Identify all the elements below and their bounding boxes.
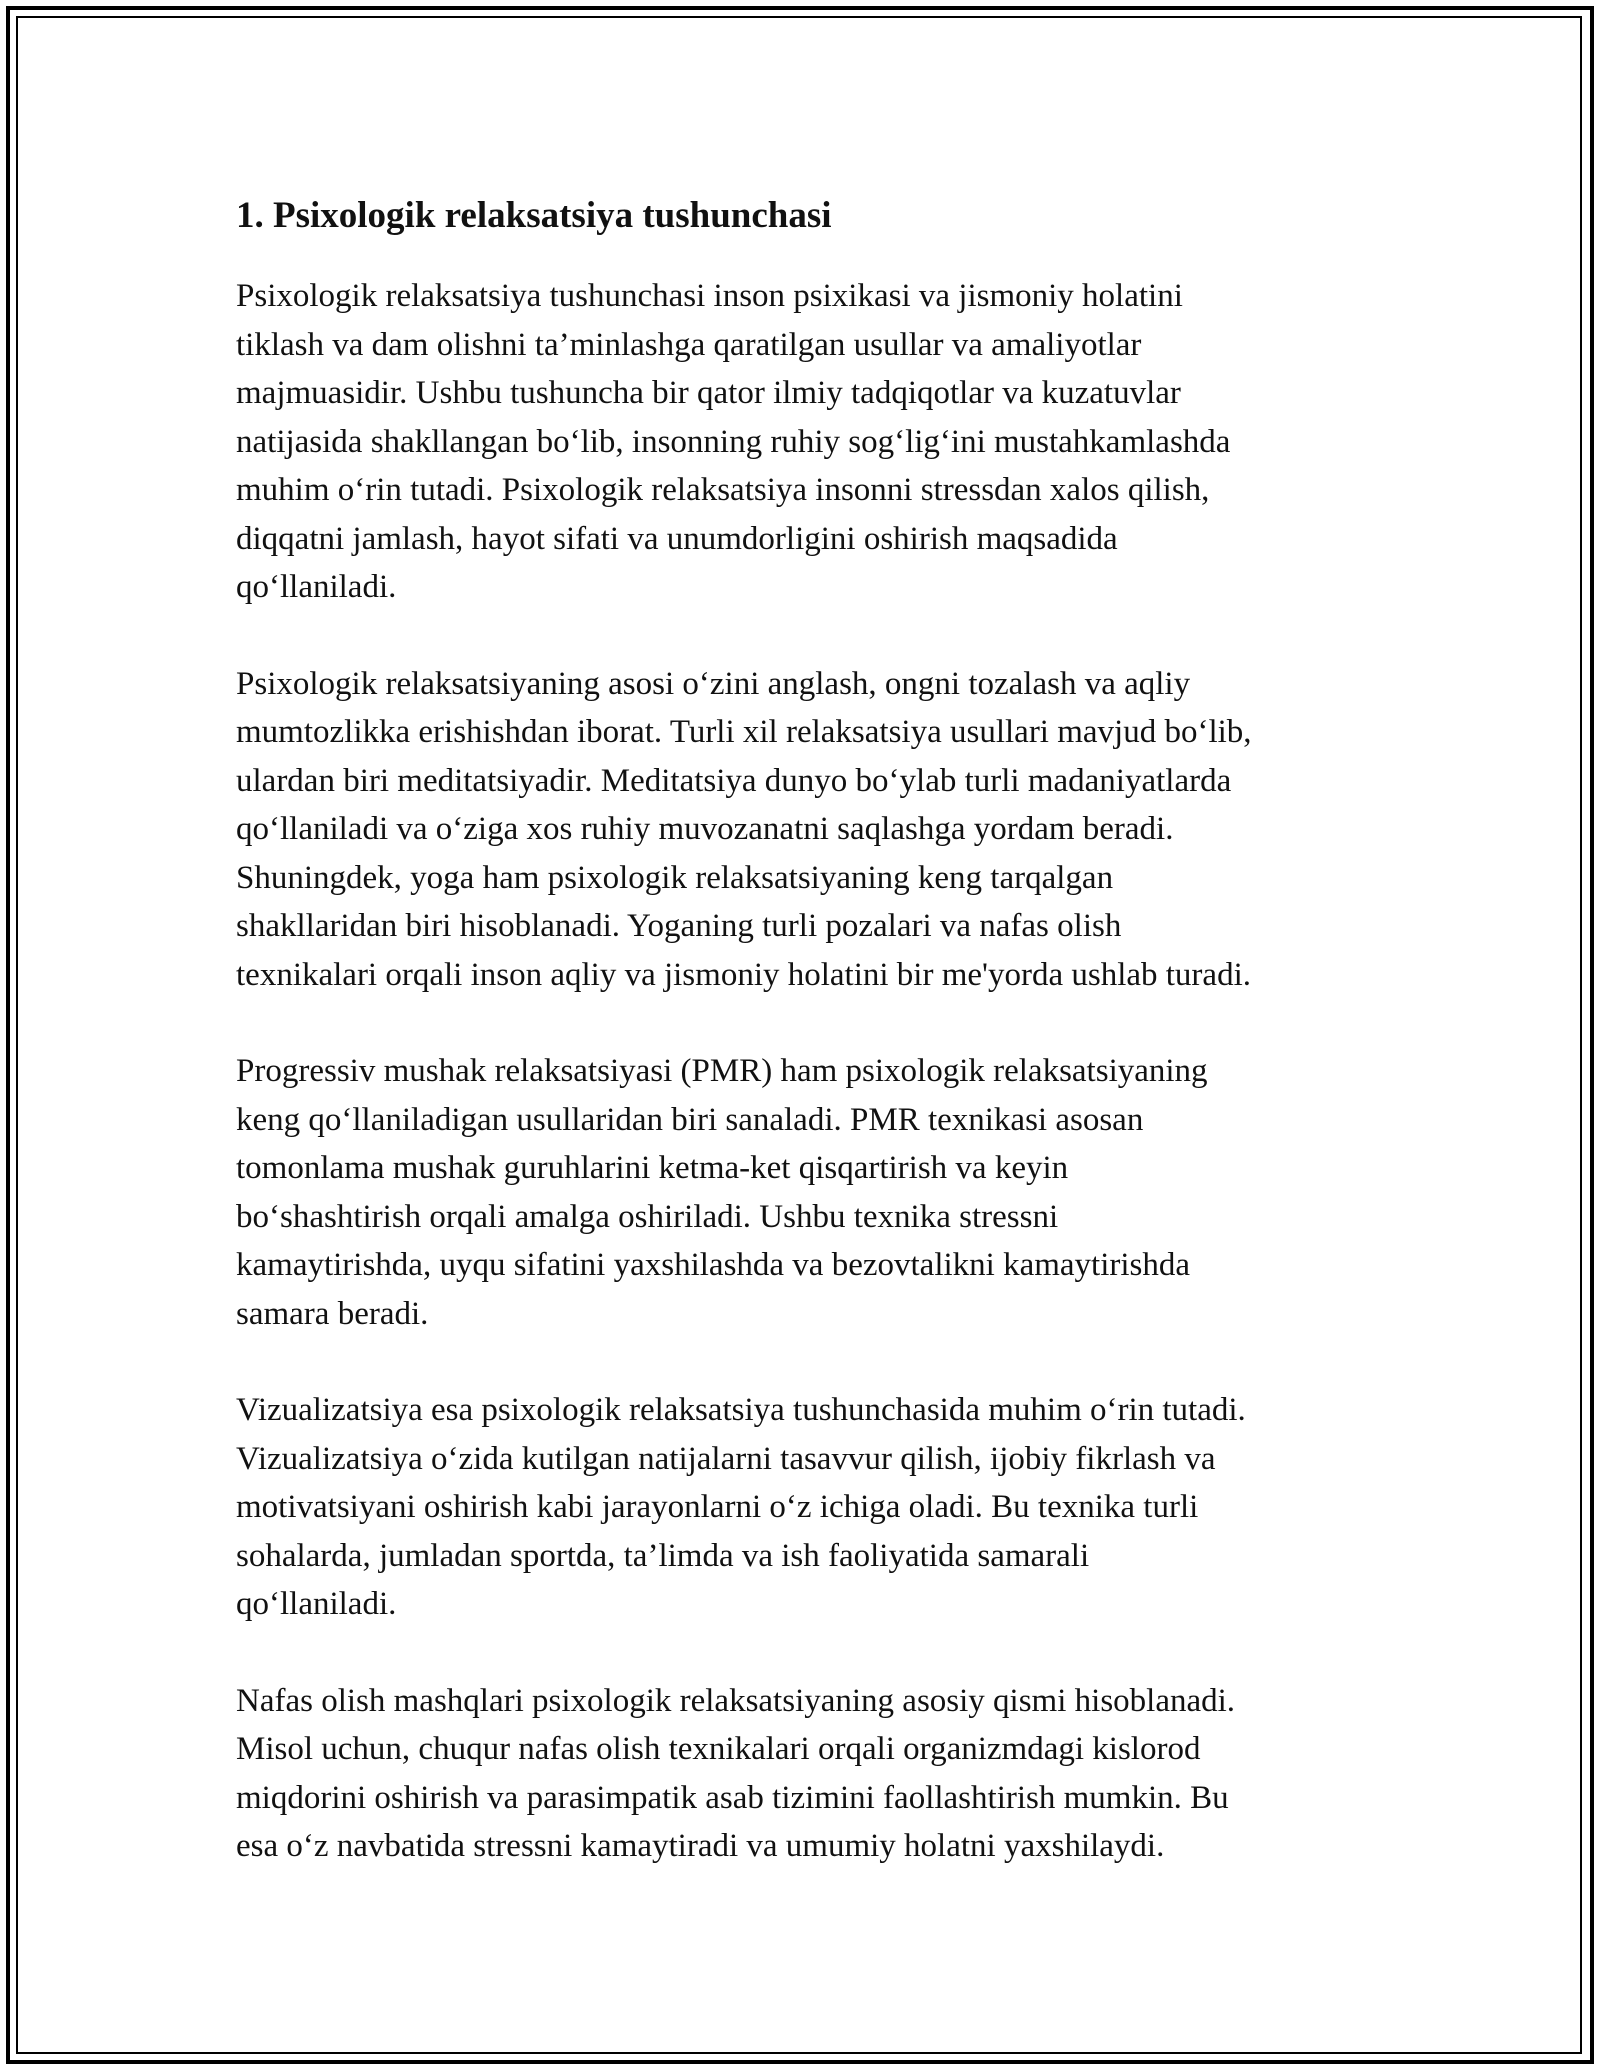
text-line: Vizualizatsiya esa psixologik relaksatsiya tushunchasida muhim o‘rin tutadi. <box>236 1392 1246 1428</box>
text-line: kamaytirishda, uyqu sifatini yaxshilashda va bezovtalikni kamaytirishda <box>236 1247 1191 1283</box>
paragraph-4 <box>236 1386 1386 1629</box>
text-line: muhim o‘rin tutadi. Psixologik relaksatsiya insonni stressdan xalos qilish, <box>236 472 1210 508</box>
section-heading: 1. Psixologik relaksatsiya tushunchasi <box>236 195 832 236</box>
text-line: bo‘shashtirish orqali amalga oshiriladi. Ushbu texnika stressni <box>236 1198 1059 1235</box>
text-line: ulardan biri meditatsiyadir. Meditatsiya dunyo bo‘ylab turli madaniyatlarda <box>236 762 1232 799</box>
paragraph-5 <box>236 1677 1386 1871</box>
text-line: keng qo‘llaniladigan usullaridan biri sanaladi. PMR texnikasi asosan <box>236 1101 1144 1138</box>
text-line: Progressiv mushak relaksatsiyasi (PMR) ham psixologik relaksatsiyaning <box>236 1053 1208 1089</box>
text-line: sohalarda, jumladan sportda, ta’limda va ish faoliyatida samarali <box>236 1537 1090 1574</box>
text-line: Psixologik relaksatsiya tushunchasi inson psixikasi va jismoniy holatini <box>236 278 1183 314</box>
text-line: qo‘llaniladi. <box>236 569 397 605</box>
text-line: tiklash va dam olishni ta’minlashga qaratilgan usullar va amaliyotlar <box>236 326 1142 363</box>
text-line: majmuasidir. Ushbu tushuncha bir qator ilmiy tadqiqotlar va kuzatuvlar <box>236 375 1181 411</box>
text-line: qo‘llaniladi va o‘ziga xos ruhiy muvozanatni saqlashga yordam beradi. <box>236 811 1174 847</box>
text-line: samara beradi. <box>236 1295 429 1332</box>
text-line: esa o‘z navbatida stressni kamaytiradi va umumiy holatni yaxshilaydi. <box>236 1828 1165 1864</box>
paragraph-2 <box>236 660 1386 1000</box>
text-line: natijasida shakllangan bo‘lib, insonning ruhiy sog‘lig‘ini mustahkamlashda <box>236 423 1231 460</box>
text-line: Shuningdek, yoga ham psixologik relaksatsiyaning keng tarqalgan <box>236 859 1114 896</box>
paragraph-3 <box>236 1047 1386 1338</box>
text-line: Misol uchun, chuqur nafas olish texnikalari orqali organizmdagi kislorod <box>236 1731 1201 1767</box>
text-line: Nafas olish mashqlari psixologik relaksatsiyaning asosiy qismi hisoblanadi. <box>236 1682 1236 1719</box>
text-line: shakllaridan biri hisoblanadi. Yoganing turli pozalari va nafas olish <box>236 908 1122 944</box>
text-line: diqqatni jamlash, hayot sifati va unumdorligini oshirish maqsadida <box>236 520 1118 557</box>
text-line: tomonlama mushak guruhlarini ketma-ket qisqartirish va keyin <box>236 1150 1069 1186</box>
text-line: miqdorini oshirish va parasimpatik asab tizimini faollashtirish mumkin. Bu <box>236 1779 1229 1816</box>
text-line: qo‘llaniladi. <box>236 1586 397 1622</box>
text-line: Psixologik relaksatsiyaning asosi o‘zini anglash, ongni tozalash va aqliy <box>236 665 1191 702</box>
text-line: texnikalari orqali inson aqliy va jismoniy holatini bir me'yorda ushlab turadi. <box>236 956 1251 993</box>
text-line: motivatsiyani oshirish kabi jarayonlarni o‘z ichiga oladi. Bu texnika turli <box>236 1489 1199 1525</box>
text-line: mumtozlikka erishishdan iborat. Turli xil relaksatsiya usullari mavjud bo‘lib, <box>236 714 1252 750</box>
document-body <box>236 190 1386 1919</box>
text-line: Vizualizatsiya o‘zida kutilgan natijalarni tasavvur qilish, ijobiy fikrlash va <box>236 1440 1216 1477</box>
paragraph-1 <box>236 272 1386 612</box>
